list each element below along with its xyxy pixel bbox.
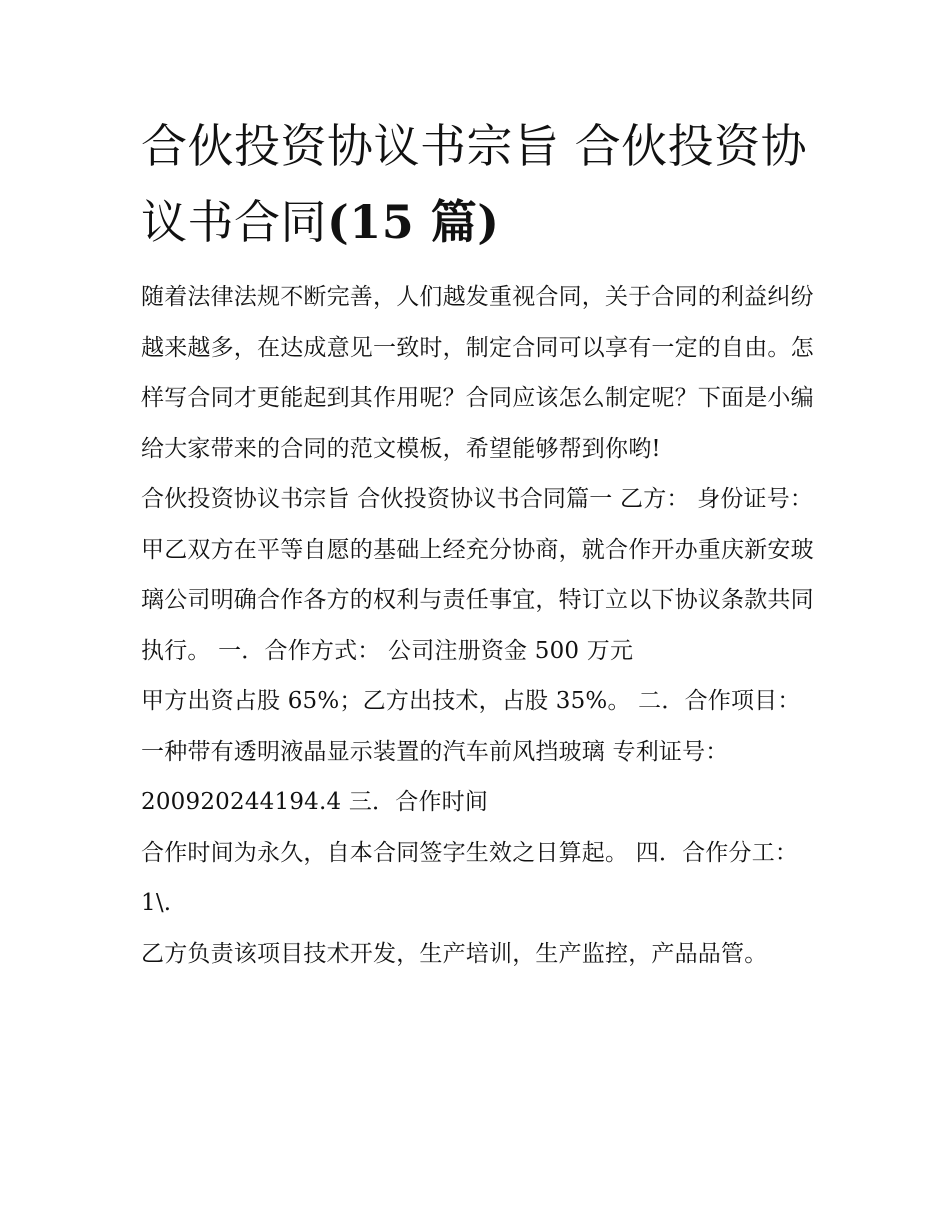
document-title-main: 合伙投资协议书宗旨 合伙投资协议书合同: [141, 119, 808, 249]
paragraph-duties: 乙方负责该项目技术开发，生产培训，生产监控，产品品管。: [141, 940, 768, 967]
paragraph-duration: 合作时间为永久，自本合同签字生效之日算起。 四．合作分工： 1\.: [141, 839, 799, 916]
document-title: [141, 108, 821, 260]
paragraph-parties: 合伙投资协议书宗旨 合伙投资协议书合同篇一 乙方： 身份证号： 甲乙双方在平等自愿的基础上经充分协商，就合作开办重庆新安玻璃公司明确合作各方的权利与责任事宜，特订立以下协议条款共同执行。 一．合作方式： 公司注册资金 500 万元: [141, 486, 814, 664]
paragraph-shares: 甲方出资占股 65%；乙方出技术，占股 35%。 二．合作项目： 一种带有透明液晶显示装置的汽车前风挡玻璃 专利证号：200920244194.4 三．合作时间: [141, 688, 801, 815]
document-title-suffix: (15 篇): [327, 195, 500, 249]
paragraph-intro: 随着法律法规不断完善，人们越发重视合同，关于合同的利益纠纷越来越多，在达成意见一致时，制定合同可以享有一定的自由。怎样写合同才更能起到其作用呢？合同应该怎么制定呢？下面是小编给大家带来的合同的范文模板，希望能够帮到你哟!: [141, 284, 814, 462]
document-page: [141, 108, 821, 979]
